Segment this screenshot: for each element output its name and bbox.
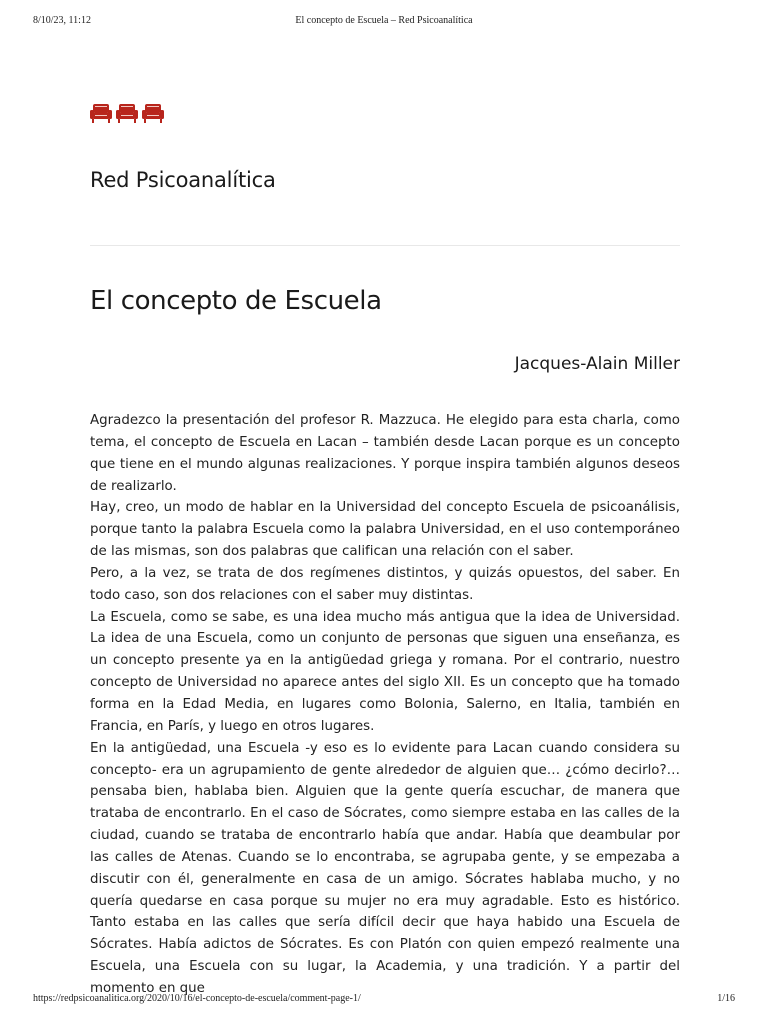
post-content xyxy=(90,410,680,1000)
paragraph: Pero, a la vez, se trata de dos regímenes distintos, y quizás opuestos, del saber. En todo caso, son dos relaciones con el saber muy distintas. xyxy=(90,565,680,603)
paragraph: La Escuela, como se sabe, es una idea mucho más antigua que la idea de Universidad. La idea de una Escuela, como un conjunto de personas que siguen una enseñanza, es un concepto presente ya en la antigüedad griega y romana. Por el contrario, nuestro concepto de Universidad no aparece antes del siglo XII. Es un concepto que ha tomado forma en la Edad Media, en lugares como Bolonia, Salerno, en Italia, también en Francia, en París, y luego en otros lugares. xyxy=(90,609,680,734)
site-title[interactable]: Red Psicoanalítica xyxy=(90,168,276,192)
armchair-icon xyxy=(142,103,164,123)
header-divider xyxy=(90,245,680,246)
print-page-number: 1/16 xyxy=(717,993,735,1004)
post-title: El concepto de Escuela xyxy=(90,286,382,316)
post-author: Jacques-Alain Miller xyxy=(514,354,680,374)
armchair-icon xyxy=(116,103,138,123)
paragraph: Agradezco la presentación del profesor R. Mazzuca. He elegido para esta charla, como tema, el concepto de Escuela en Lacan – también desde Lacan porque es un concepto que tiene en el mundo algunas realizaciones. Y porque inspira también algunos deseos de realizarlo. xyxy=(90,413,680,494)
print-header xyxy=(33,15,735,29)
paragraph: Hay, creo, un modo de hablar en la Universidad del concepto Escuela de psicoanálisis, porque tanto la palabra Escuela como la palabra Universidad, en el uso contemporáneo de las mismas, son dos palabras que califican una relación con el saber. xyxy=(90,500,680,560)
print-footer xyxy=(33,993,735,1007)
print-datetime: 8/10/23, 11:12 xyxy=(33,15,91,26)
armchair-icon xyxy=(90,103,112,123)
paragraph: En la antigüedad, una Escuela -y eso es lo evidente para Lacan cuando considera su concepto- era un agrupamiento de gente alrededor de alguien que… ¿cómo decirlo?… pensaba bien, hablaba bien. Alguien que la gente quería escuchar, de manera que trataba de encontrarlo. En el caso de Sócrates, como siempre estaba en las calles de la ciudad, cuando se trataba de encontrarlo había que andar. Había que deambular por las calles de Atenas. Cuando se lo encontraba, se agrupaba gente, y se empezaba a discutir con él, generalmente en casa de un amigo. Sócrates hablaba mucho, y no quería quedarse en casa porque su mujer no era muy agradable. Esto es histórico. Tanto estaba en las calles que sería difícil decir que haya habido una Escuela de Sócrates. Había adictos de Sócrates. Es con Platón con quien empezó realmente una Escuela, una Escuela con su lugar, la Academia, y una tradición. Y a partir del momento en que xyxy=(90,740,680,996)
print-url: https://redpsicoanalitica.org/2020/10/16/el-concepto-de-escuela/comment-page-1/ xyxy=(33,993,361,1004)
print-document-title: El concepto de Escuela – Red Psicoanalítica xyxy=(295,15,473,26)
site-logo[interactable] xyxy=(90,103,164,123)
